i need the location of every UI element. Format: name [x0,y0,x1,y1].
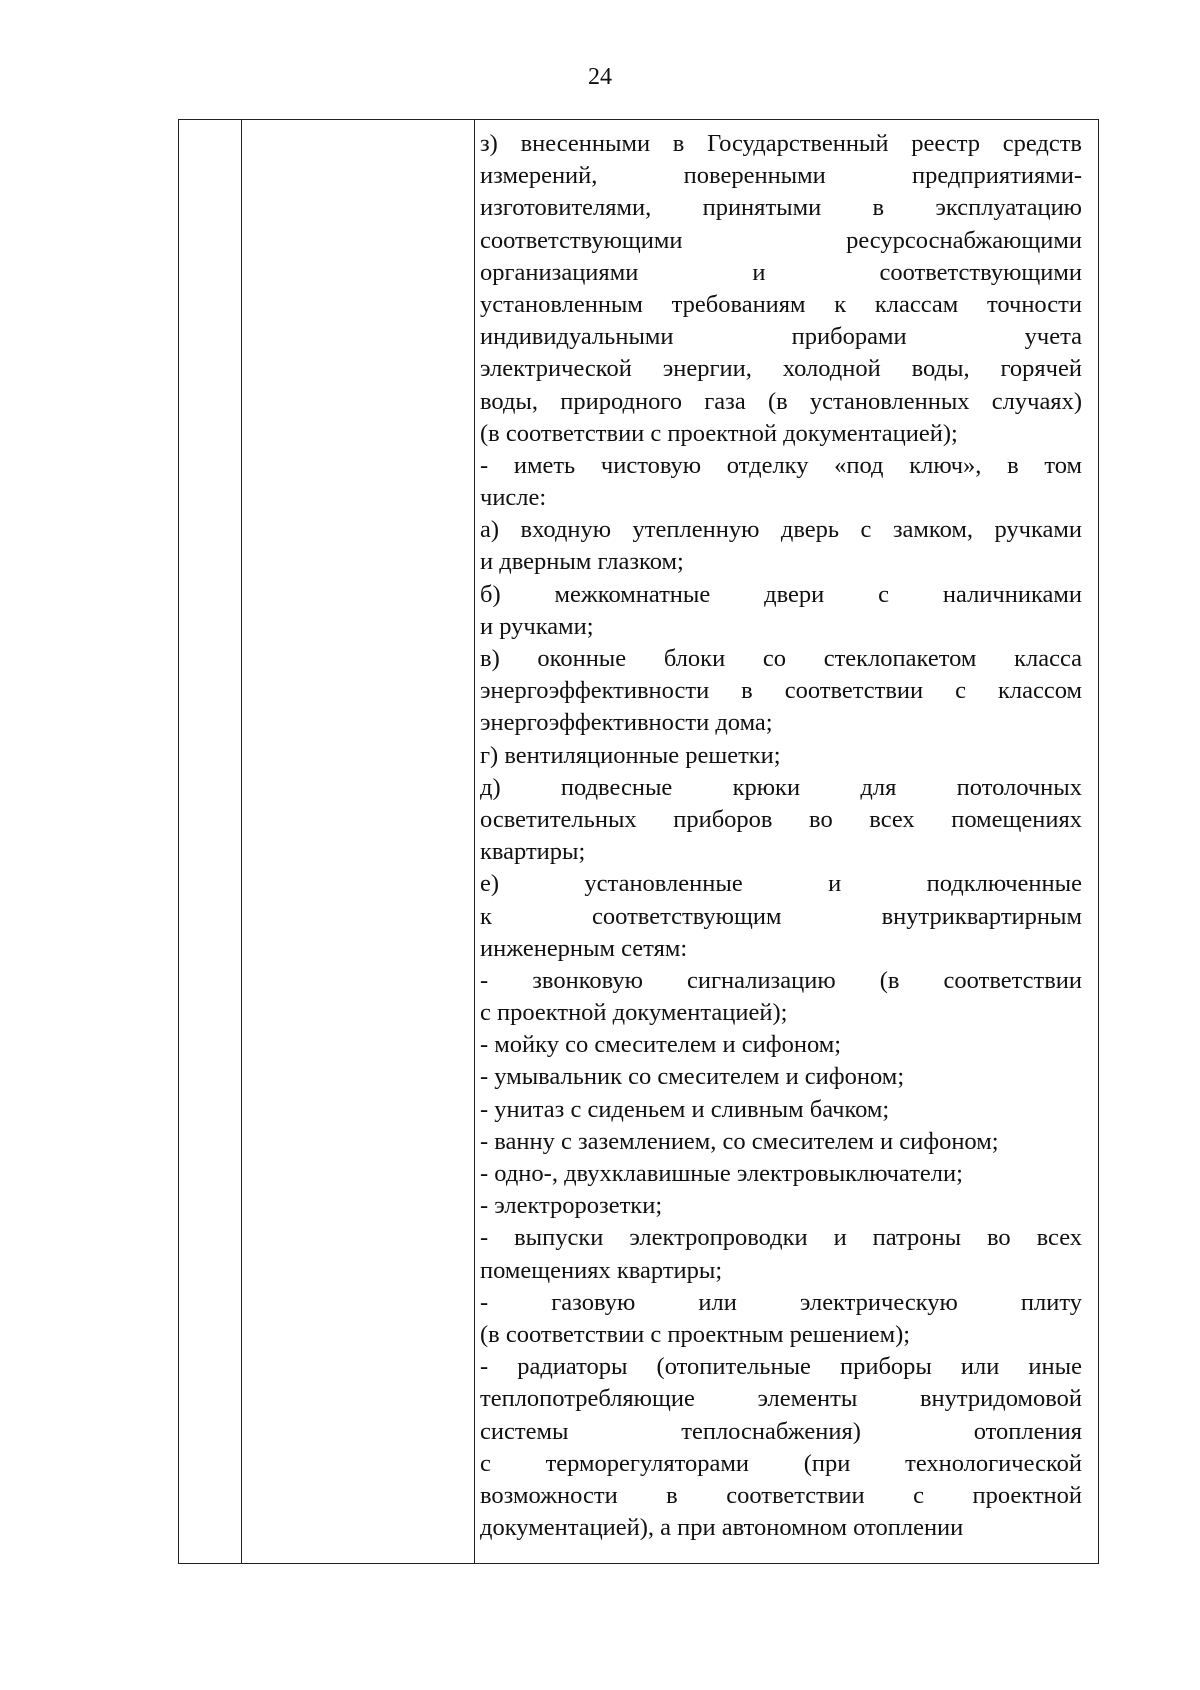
text-line: к соответствующим внутриквартирным [480,902,1082,930]
text-line: теплопотребляющие элементы внутридомовой [480,1385,1082,1413]
text-line: - мойку со смесителем и сифоном; [480,1031,842,1059]
text-line: инженерным сетям: [480,934,688,962]
text-line: з) внесенными в Государственный реестр средств [480,130,1082,157]
text-line: осветительных приборов во всех помещениях [480,805,1082,833]
table-row [179,120,1099,1564]
text-line: - газовую или электрическую плиту [480,1288,1082,1316]
text-line: измерений, поверенными предприятиями- [480,162,1082,190]
text-line: квартиры; [480,838,586,866]
text-line: возможности в соответствии с проектной [480,1481,1082,1509]
text-line: - унитаз с сиденьем и сливным бачком; [480,1095,890,1123]
text-line: в) оконные блоки со стеклопакетом класса [480,645,1082,672]
text-line: (в соответствии с проектной документацией); [480,419,958,447]
text-line: документацией), а при автономном отоплении [480,1514,964,1542]
text-line: изготовителями, принятыми в эксплуатацию [480,194,1082,222]
text-line: энергоэффективности в соответствии с классом [480,677,1082,705]
empty-cell-name [242,120,475,1564]
text-line: электрической энергии, холодной воды, горячей [480,355,1082,383]
text-line: индивидуальными приборами учета [480,323,1082,351]
text-line: - электророзетки; [480,1192,663,1220]
text-line: с проектной документацией); [480,999,788,1027]
text-line: - радиаторы (отопительные приборы или иные [480,1353,1082,1381]
text-line: соответствующими ресурсоснабжающими [480,226,1082,254]
text-line: помещениях квартиры; [480,1256,723,1284]
text-line: системы теплоснабжения) отопления [480,1417,1082,1445]
text-line: установленным требованиям к классам точности [480,290,1082,318]
text-line: - звонковую сигнализацию (в соответствии [480,966,1082,994]
text-line: - выпуски электропроводки и патроны во всех [480,1224,1082,1252]
text-line: и ручками; [480,612,594,640]
text-line: энергоэффективности дома; [480,709,773,737]
requirements-cell [475,120,1099,1564]
text-line: и дверным глазком; [480,548,684,576]
document-table [178,119,1099,1564]
text-line: г) вентиляционные решетки; [480,741,781,769]
text-line: б) межкомнатные двери с наличниками [480,580,1082,608]
empty-cell-number [179,120,242,1564]
page-number: 24 [588,64,612,90]
text-line: д) подвесные крюки для потолочных [480,773,1082,801]
text-line: - ванну с заземлением, со смесителем и сифоном; [480,1127,999,1155]
requirements-text [480,128,1082,1544]
text-line: организациями и соответствующими [480,258,1082,286]
text-line: с терморегуляторами (при технологической [480,1449,1082,1477]
text-line: - иметь чистовую отделку «под ключ», в том [480,451,1082,479]
text-line: а) входную утепленную дверь с замком, ручками [480,516,1082,544]
text-line: (в соответствии с проектным решением); [480,1320,911,1348]
text-line: - умывальник со смесителем и сифоном; [480,1063,905,1091]
text-line: числе: [480,484,547,512]
text-line: воды, природного газа (в установленных случаях) [480,387,1082,415]
text-line: - одно-, двухклавишные электровыключатели; [480,1160,963,1187]
text-line: е) установленные и подключенные [480,870,1082,898]
